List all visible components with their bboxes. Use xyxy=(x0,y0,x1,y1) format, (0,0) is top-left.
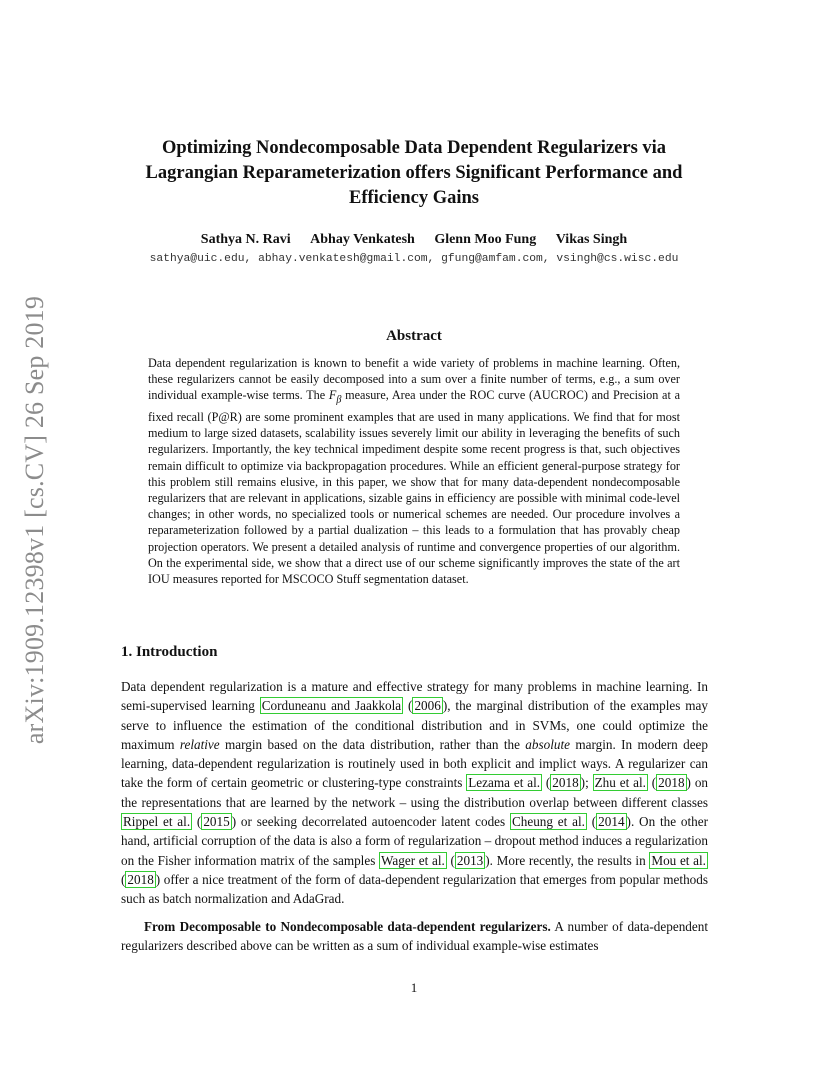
arxiv-stamp-text: arXiv:1909.12398v1 [cs.CV] 26 Sep 2019 xyxy=(20,295,49,745)
author-name: Abhay Venkatesh xyxy=(310,232,415,247)
citation-year-link[interactable]: 2015 xyxy=(203,814,230,830)
body-text: A number of data-dependent regularizers described above can be written as a sum of individual example-wise estimates xyxy=(121,919,708,954)
beta-subscript: β xyxy=(336,394,342,406)
citation-link[interactable]: Cheung et al. xyxy=(511,814,585,830)
author-emails: sathya@uic.edu, abhay.venkatesh@gmail.com, gfung@amfam.com, vsingh@cs.wisc.edu xyxy=(149,253,679,265)
body-text: ; xyxy=(585,775,593,791)
author-name: Vikas Singh xyxy=(555,232,628,247)
citation-link[interactable]: Mou et al. xyxy=(651,852,706,868)
citation-link[interactable]: Lezama et al. xyxy=(468,775,541,791)
body-text: or seeking decorrelated autoencoder latent codes xyxy=(236,814,510,830)
citation-year-link[interactable]: 2014 xyxy=(598,814,625,830)
citation-year-link[interactable]: 2006 xyxy=(414,698,441,714)
body-text: margin. In modern deep learning, data-dependent regularization is routinely used in both explicit and implict ways. A regularizer can take the form of certain geometric or clustering-type constraints xyxy=(121,736,709,791)
citation-year-link[interactable]: 2018 xyxy=(127,871,154,887)
abstract-text: Data dependent regularization is known to benefit a wide variety of problems in machine learning. Often, these regularizers cannot be easily decomposed into a sum over a finite number of terms, e.g., a sum over individual example-wise terms. The xyxy=(148,356,680,403)
intro-paragraph xyxy=(121,917,708,956)
author-name: Sathya N. Ravi xyxy=(200,232,291,247)
body-text: . On the other hand, artificial corruption of the data is also a form of regularization – dropout method induces a regularization on the Fisher information matrix of the samples xyxy=(121,814,708,868)
abstract-text: measure, Area under the ROC curve (AUCROC) and Precision at a fixed recall (P@R) are some prominent examples that are used in many applications. We find that for most medium to large sized datasets, scalability issues severely limit our ability in leveraging the benefits of such regularizers. Importantly, the key technical impediment despite some recent progress is that, such objectives remain difficult to optimize via backpropagation procedures. While an efficient general-purpose strategy for this problem still remains elusive, in this paper, we show that for many data-dependent nondecomposable regularizers that are relevant in applications, sizable gains in efficiency are possible with minimal code-level changes; in other words, no specialized tools or numerical schemes are needed. Our procedure involves a reparameterization followed by a partial dualization – this leads to a formulation that has provably cheap projection operators. We present a detailed analysis of runtime and convergence properties of our algorithm. On the experimental side, we show that a direct use of our scheme significantly improves the state of the art IOU measures reported for MSCOCO Stuff segmentation dataset. xyxy=(148,388,680,587)
citation-link[interactable]: Corduneanu and Jaakkola xyxy=(261,698,402,714)
body-text: . More recently, the results in xyxy=(489,852,650,868)
citation-link[interactable]: Rippel et al. xyxy=(123,814,191,830)
citation-link[interactable]: Zhu et al. xyxy=(594,775,646,791)
page-number: 1 xyxy=(410,980,418,995)
arxiv-stamp xyxy=(10,285,60,755)
body-text: Data dependent regularization is a mature and effective strategy for many problems in machine learning. In semi-supervised learning xyxy=(121,679,708,714)
body-text: , the marginal distribution of the examples may serve to influence the estimation of the conditional distribution and in SVMs, one could optimize the maximum xyxy=(121,698,708,752)
intro-paragraph: Data dependent regularization is a mature and effective strategy for many problems in machine learning. In semi-supervised learning Corduneanu and Jaakkola ( 2006 ), the marginal distribution of the examples may serve to influence the estimation of the conditional distribution and in SVMs, one could optimize the maximum relative margin based on the data distribution, rather than the absolute margin. In modern deep learning, data-dependent regularization is routinely used in both explicit and implict ways. A regularizer can take the form of certain geometric or clustering-type constraints Lezama et al. ( 2018 ); Zhu et al. ( 2018 ) on the representations that are learned by the network – using the distribution overlap between different classes Rippel et al. ( 2015 ) or seeking decorrelated autoencoder latent codes Cheung et al. ( 2014 ). On the other hand, artificial corruption of the data is also a form of regularization – dropout method induces a regularization on the Fisher information matrix of the samples Wager et al. ( 2013 ). More recently, the results in Mou et al. ( 2018 ) offer a nice treatment of the form of data-dependent regularization that emerges from popular methods such as batch normalization and AdaGrad. xyxy=(121,679,709,907)
abstract-body xyxy=(148,355,680,587)
section-heading-introduction: 1. Introduction xyxy=(121,644,218,660)
body-text: offer a nice treatment of the form of data-dependent regularization that emerges from popular methods such as batch normalization and AdaGrad. xyxy=(121,871,708,907)
citation-year-link[interactable]: 2018 xyxy=(658,775,685,791)
body-text: on the representations that are learned by the network – using the distribution overlap between different classes xyxy=(121,775,708,810)
abstract-heading: Abstract xyxy=(386,328,442,344)
citation-year-link[interactable]: 2018 xyxy=(552,775,579,791)
citation-link[interactable]: Wager et al. xyxy=(381,852,445,868)
author-name: Glenn Moo Fung xyxy=(434,232,537,247)
paper-title: Optimizing Nondecomposable Data Dependent Regularizers via Lagrangian Reparameterization offers Significant Performance and Efficiency Gains xyxy=(145,138,683,208)
body-text: margin based on the data distribution, rather than the xyxy=(219,736,526,752)
paragraph-lead: From Decomposable to Nondecomposable data-dependent regularizers. xyxy=(144,919,551,934)
citation-year-link[interactable]: 2013 xyxy=(456,852,484,868)
emphasis-text: relative xyxy=(179,736,220,752)
author-list xyxy=(120,232,708,248)
emphasis-text: absolute xyxy=(525,736,570,752)
f-beta-symbol: $F_\beta$ xyxy=(328,388,342,406)
